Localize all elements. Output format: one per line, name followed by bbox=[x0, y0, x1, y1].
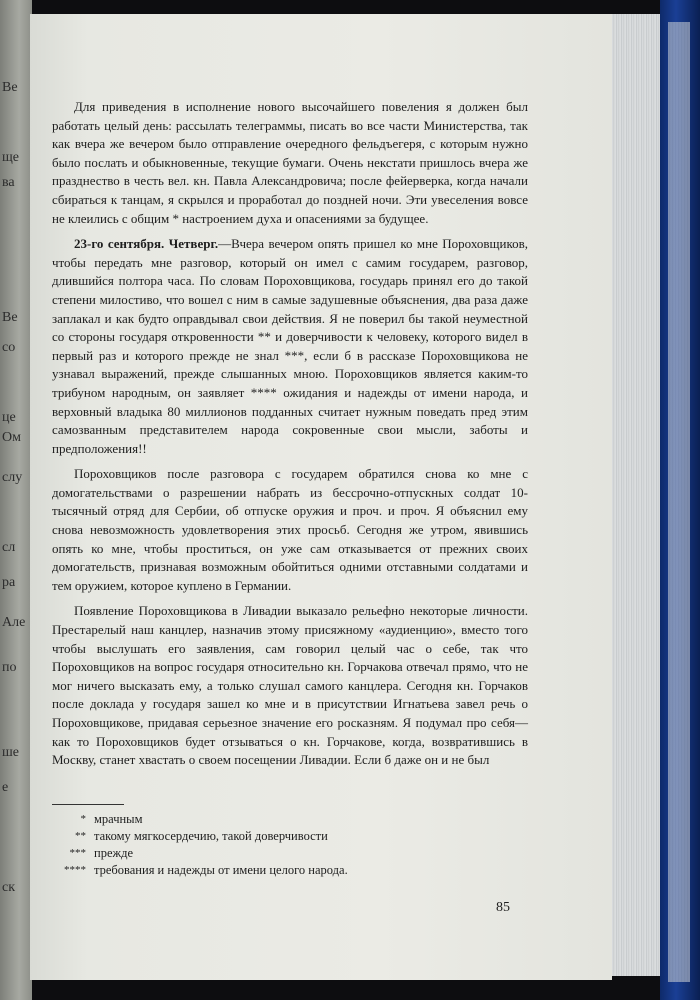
fragment-text: слу bbox=[2, 470, 23, 485]
fragment-text: це bbox=[2, 410, 16, 425]
cover-page-edge bbox=[668, 22, 690, 982]
paragraph: Пороховщиков после разговора с государем обратился снова ко мне с домогательствами о разрешении набрать из бессрочно-отпускных солдат 10-тысячный отряд для Сербии, об отпуске оружия и проч. и проч. Я объяснил ему снова невозможность удовлетворения этих просьб. Сегодня же утром, явившись опять ко мне, чтобы проститься, он уже сам отказывается от прежних своих домогательств, признавая возможным обойтиться одними отставными солдатами и тем оружием, которое куплено в Германии. bbox=[52, 466, 528, 593]
fragment-text: Ом bbox=[2, 430, 21, 445]
fragment-text: Ве bbox=[2, 80, 18, 95]
book-page bbox=[30, 14, 612, 980]
fragment-text: ще bbox=[2, 150, 19, 165]
diary-entry-paragraph: 23-го сентября. Четверг.—Вчера вечером опять пришел ко мне Пороховщиков, чтобы передать мне разговор, который он имел с самим государем, разговор, длившийся полтора часа. По словам Пороховщикова, государь принял его до такой степени милостиво, что вошел с ним в самые задушевные объяснения, два раза даже заплакал и как будто оправдывал свои действия. Я не поверил бы такой неуместной со стороны государя откровенности ** и доверчивости к человеку, которого видел в первый раз и которого прежде не знал ***, если б в рассказе Пороховщикова не узнавал выражений, прежде слышанных мною. Пороховщиков является каким-то трибуном народным, он заявляет **** ожидания и надежды от имени народа, и верховный владыка 80 миллионов подданных считает нужным поведать пред этим самозванным представителем народа сокровенные свои мысли, заботы и предположения!! bbox=[52, 236, 529, 456]
fragment-text: ра bbox=[2, 575, 16, 590]
paragraph: Для приведения в исполнение нового высочайшего повеления я должен был работать целый день: рассылать телеграммы, писать во все части Министерства, так как вчера же вечером было отправление очередного фельдъегеря, с которым нужно было послать и обыкновенные, текущие бумаги. Очень некстати пришлось вчера же празднество в честь вел. кн. Павла Александровича; после фейерверка, когда начали сбираться к танцам, я скрылся и проработал до поздней ночи. Эти увеселения вовсе не клеились с общим * настроением духа и опасениями за будущее. bbox=[52, 99, 528, 226]
fragment-text: сл bbox=[2, 540, 16, 555]
page-stack-edge bbox=[612, 14, 660, 976]
fragment-text: ск bbox=[2, 880, 16, 895]
page-number: 85 bbox=[496, 900, 510, 915]
entry-date-heading: 23-го сентября. Четверг. bbox=[74, 236, 219, 252]
fragment-text: е bbox=[2, 780, 9, 795]
fragment-text: Ве bbox=[2, 310, 18, 325]
footnote: **** требования и надежды от имени целого народа. bbox=[64, 863, 348, 877]
footnote: *** прежде bbox=[69, 846, 134, 860]
footnote-separator bbox=[52, 804, 124, 805]
fragment-text: по bbox=[2, 660, 17, 675]
footnote: ** такому мягкосердечию, такой доверчивости bbox=[75, 829, 328, 843]
paragraph: Появление Пороховщикова в Ливадии выказало рельефно некоторые личности. Престарелый наш канцлер, назначив этому присяжному «аудиенцию», вместо того чтобы выслушать его заявления, сам говорил целый час о себе, так что Пороховщиков на вопрос государя относительно кн. Горчакова отвечал прямо, что не мог ничего высказать ему, а только слушал самого канцлера. Сегодня кн. Горчаков после доклада у государя зашел ко мне и в присутствии Игнатьева завел речь о Пороховщикове, придавая серьезное значение его росказням. Я подумал про себя—как то Пороховщиков будет отзываться о кн. Горчакове, когда, возвратившись в Москву, станет хвастать о своем посещении Ливадии. Если б даже он и не был bbox=[52, 603, 528, 768]
fragment-text: ше bbox=[2, 745, 19, 760]
fragment-text: ва bbox=[2, 175, 15, 190]
adjacent-page-fragment bbox=[0, 0, 32, 1000]
footnote: * мрачным bbox=[80, 812, 143, 826]
fragment-text: со bbox=[2, 340, 16, 355]
footnotes bbox=[52, 811, 522, 879]
fragment-text: Але bbox=[2, 615, 26, 630]
body-text bbox=[52, 98, 528, 777]
